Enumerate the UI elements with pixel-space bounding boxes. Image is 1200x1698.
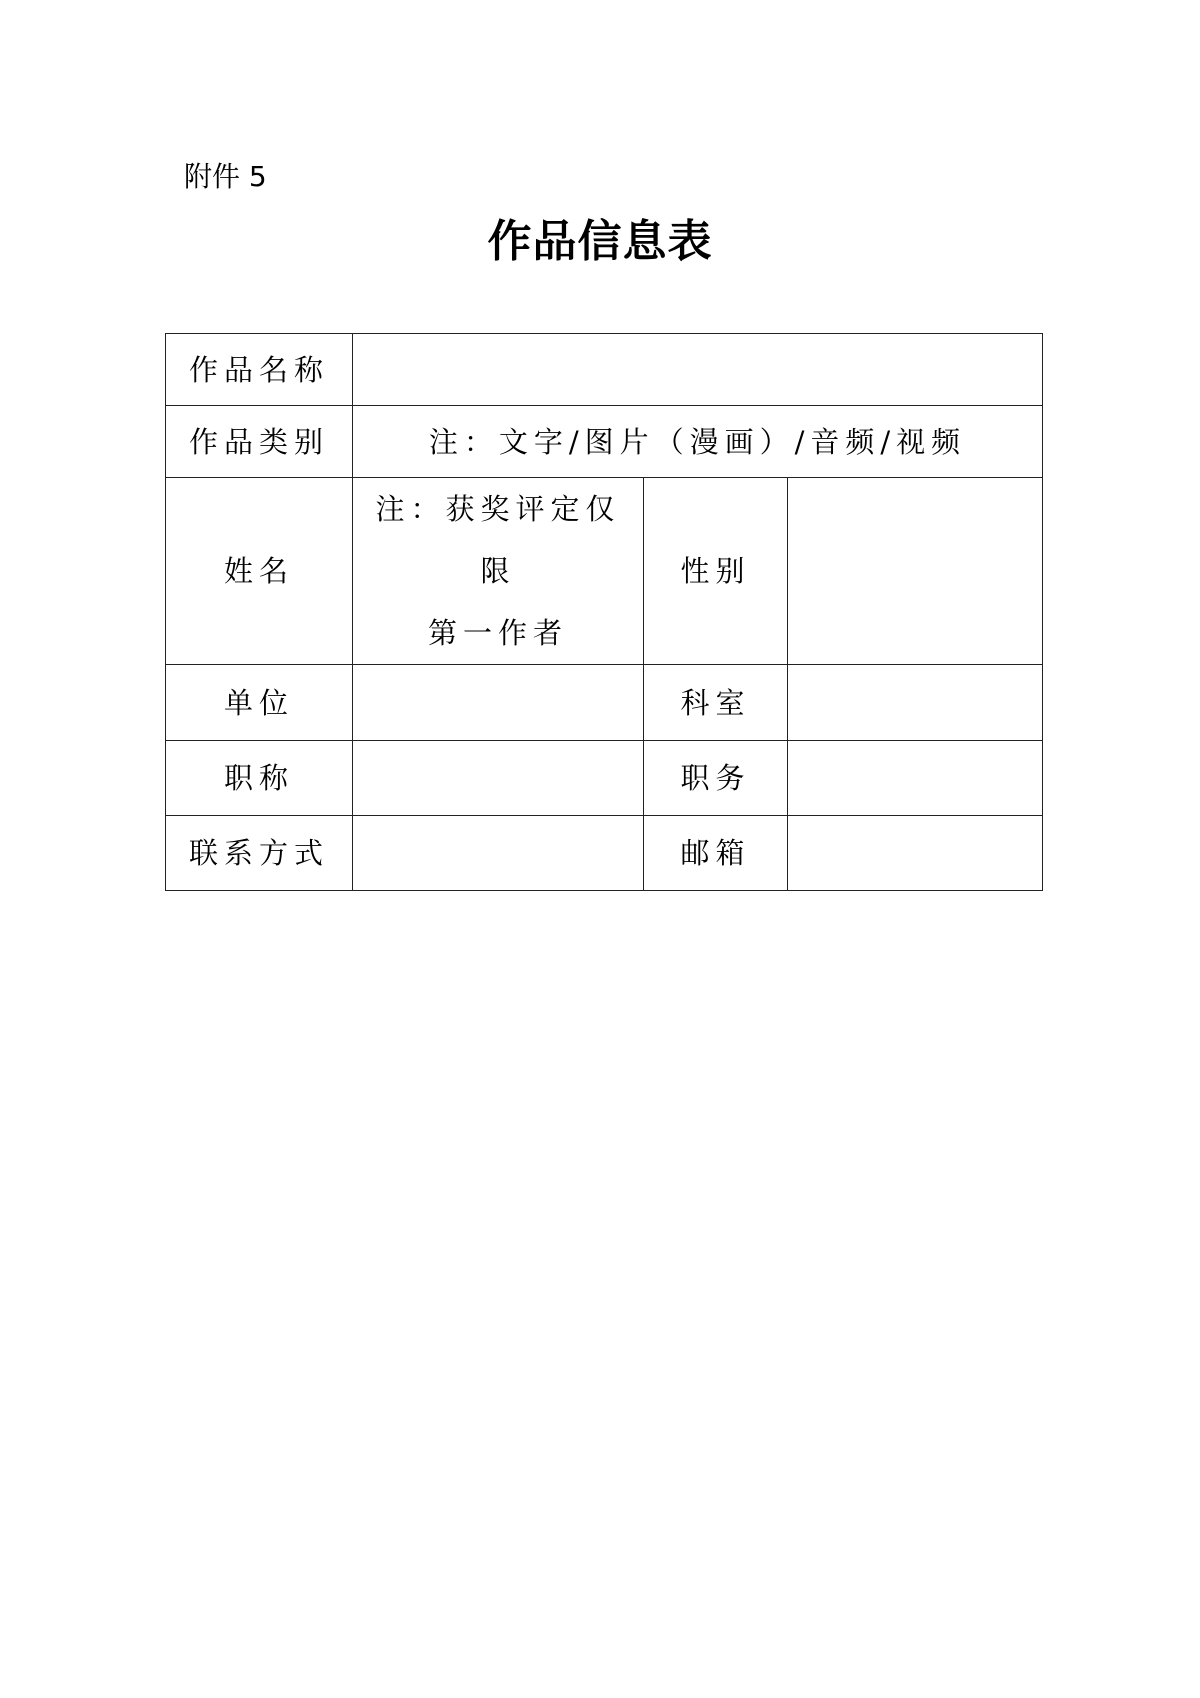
gender-field[interactable] [788, 478, 1043, 665]
work-category-note: 注：文字/图片（漫画）/音频/视频 [428, 424, 967, 459]
name-note-line2: 第一作者 [427, 616, 568, 650]
work-category-field[interactable] [353, 406, 1043, 478]
table-row [166, 665, 1043, 741]
email-field[interactable] [788, 816, 1043, 891]
unit-field[interactable] [353, 665, 644, 741]
table-row [166, 741, 1043, 816]
table-row [166, 406, 1043, 478]
attachment-label: 附件 5 [184, 160, 267, 193]
title-label: 职称 [166, 741, 353, 816]
work-name-field[interactable] [353, 334, 1043, 406]
title-field[interactable] [353, 741, 644, 816]
work-name-label: 作品名称 [166, 334, 353, 406]
position-field[interactable] [788, 741, 1043, 816]
name-label: 姓名 [166, 478, 353, 665]
department-label: 科室 [644, 665, 788, 741]
name-field[interactable] [353, 478, 644, 665]
work-info-table [165, 333, 1043, 891]
table-row [166, 816, 1043, 891]
contact-label: 联系方式 [166, 816, 353, 891]
table-row [166, 478, 1043, 665]
gender-label: 性别 [644, 478, 788, 665]
work-category-label: 作品类别 [166, 406, 353, 478]
contact-field[interactable] [353, 816, 644, 891]
department-field[interactable] [788, 665, 1043, 741]
position-label: 职务 [644, 741, 788, 816]
page-title: 作品信息表 [487, 216, 713, 267]
email-label: 邮箱 [644, 816, 788, 891]
name-note-line1: 注：获奖评定仅限 [375, 492, 621, 588]
unit-label: 单位 [166, 665, 353, 741]
table-row [166, 334, 1043, 406]
